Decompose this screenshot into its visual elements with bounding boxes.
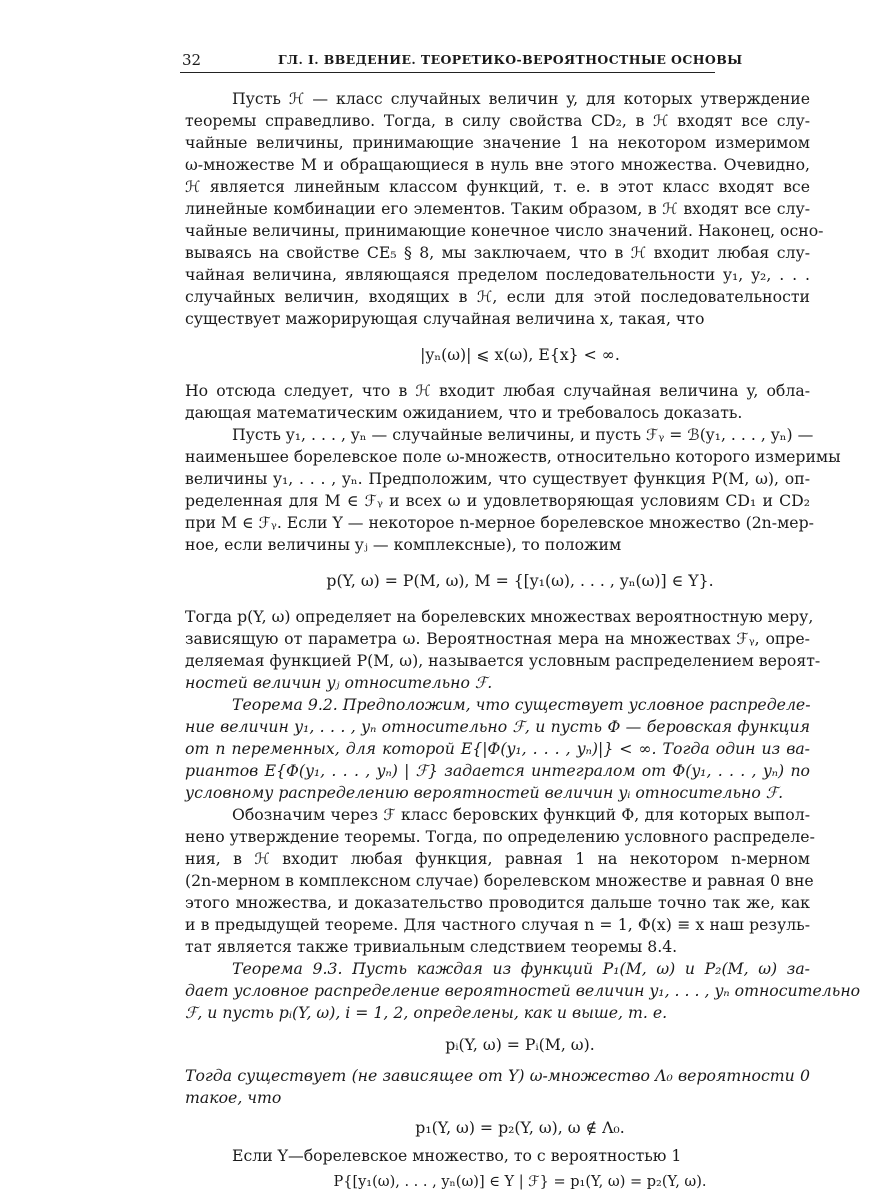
text-line: чайные величины, принимающие значение 1 на некотором измеримом	[185, 133, 810, 152]
text-line: теоремы справедливо. Тогда, в силу свойства CD₂, в ℋ входят все слу-	[185, 111, 810, 130]
theorem-line: такое, что	[185, 1088, 282, 1107]
text-line: Пусть ℋ — класс случайных величин y, для которых утверждение	[232, 89, 810, 108]
text-line: вываясь на свойстве CE₅ § 8, мы заключаем, что в ℋ входит любая слу-	[185, 243, 810, 262]
text-line: линейные комбинации его элементов. Таким образом, в ℋ входят все слу-	[185, 199, 810, 218]
formula: pᵢ(Y, ω) = Pᵢ(M, ω).	[445, 1035, 595, 1054]
text-line: Обозначим через ℱ класс беровских функций Φ, для которых выпол-	[232, 805, 810, 824]
text-line: ℋ является линейным классом функций, т. е. в этот класс входят все	[185, 177, 810, 196]
theorem-line: ние величин y₁, . . . , yₙ относительно ℱ, и пусть Φ — беровская функция	[185, 717, 810, 736]
text-line: существует мажорирующая случайная величина x, такая, что	[185, 309, 705, 328]
theorem-line: дает условное распределение вероятностей величин y₁, . . . , yₙ относительно	[185, 981, 861, 1000]
formula: P{[y₁(ω), . . . , yₙ(ω)] ∈ Y | ℱ} = p₁(Y, ω) = p₂(Y, ω).	[333, 1174, 707, 1190]
text-line: тат является также тривиальным следствием теоремы 8.4.	[185, 937, 678, 956]
formula: p₁(Y, ω) = p₂(Y, ω), ω ∉ Λ₀.	[415, 1118, 625, 1137]
theorem-line: Теорема 9.2. Предположим, что существует условное распределе-	[232, 695, 811, 714]
text-line: величины y₁, . . . , yₙ. Предположим, что существует функция P(M, ω), оп-	[185, 469, 810, 488]
text-line: дающая математическим ожиданием, что и требовалось доказать.	[185, 403, 743, 422]
text-line: зависящую от параметра ω. Вероятностная мера на множествах ℱᵧ, опре-	[185, 629, 810, 648]
text-line: случайных величин, входящих в ℋ, если для этой последовательности	[185, 287, 810, 306]
text-line: чайная величина, являющаяся пределом последовательности y₁, y₂, . . .	[185, 265, 810, 284]
theorem-line: ℱ, и пусть pᵢ(Y, ω), i = 1, 2, определены, как и выше, т. е.	[185, 1003, 668, 1022]
text-line: Пусть y₁, . . . , yₙ — случайные величины, и пусть ℱᵧ = ℬ(y₁, . . . , yₙ) —	[232, 425, 814, 444]
text-line: этого множества, и доказательство проводится дальше точно так же, как	[185, 893, 810, 912]
theorem-line: Теорема 9.3. Пусть каждая из функций P₁(M, ω) и P₂(M, ω) за-	[232, 959, 810, 978]
text-line: ное, если величины yⱼ — комплексные), то положим	[185, 535, 622, 554]
text-line: ностей величин yⱼ относительно ℱ.	[185, 673, 493, 692]
page-number: 32	[182, 51, 202, 69]
text-line: деляемая функцией P(M, ω), называется условным распределением вероят-	[185, 651, 821, 670]
text-line: ния, в ℋ входит любая функция, равная 1 на некотором n-мерном	[185, 849, 810, 868]
text-line: Но отсюда следует, что в ℋ входит любая случайная величина y, обла-	[185, 381, 810, 400]
text-line: ω-множестве M и обращающиеся в нуль вне этого множества. Очевидно,	[185, 155, 810, 174]
text-line: ределенная для M ∈ ℱᵧ и всех ω и удовлетворяющая условиям CD₁ и CD₂	[185, 491, 810, 510]
text-line: и в предыдущей теореме. Для частного случая n = 1, Φ(x) ≡ x наш резуль-	[185, 915, 810, 934]
text-line: наименьшее борелевское поле ω-множеств, относительно которого измеримы	[185, 447, 841, 466]
formula: |yₙ(ω)| ⩽ x(ω), E{x} < ∞.	[420, 345, 620, 364]
text-line: при M ∈ ℱᵧ. Если Y — некоторое n-мерное борелевское множество (2n-мер-	[185, 513, 814, 532]
theorem-line: Тогда существует (не зависящее от Y) ω-множество Λ₀ вероятности 0	[185, 1066, 810, 1085]
text-line: Тогда p(Y, ω) определяет на борелевских множествах вероятностную меру,	[185, 607, 814, 626]
running-head: ГЛ. I. ВВЕДЕНИЕ. ТЕОРЕТИКО-ВЕРОЯТНОСТНЫЕ ОСНОВЫ	[278, 52, 743, 67]
theorem-line: от n переменных, для которой E{|Φ(y₁, . . . , yₙ)|} < ∞. Тогда один из ва-	[185, 739, 810, 758]
page-header	[180, 50, 743, 73]
text-line: чайные величины, принимающие конечное число значений. Наконец, осно-	[185, 221, 824, 240]
text-line: (2n-мерном в комплексном случае) борелевском множестве и равная 0 вне	[185, 871, 814, 890]
theorem-line: риантов E{Φ(y₁, . . . , yₙ) | ℱ} задается интегралом от Φ(y₁, . . . , yₙ) по	[185, 761, 810, 780]
formula: p(Y, ω) = P(M, ω), M = {[y₁(ω), . . . , yₙ(ω)] ∈ Y}.	[326, 571, 714, 590]
text-line: нено утверждение теоремы. Тогда, по определению условного распределе-	[185, 827, 815, 846]
theorem-line: условному распределению вероятностей величин yᵢ относительно ℱ.	[185, 783, 784, 802]
text-line: Если Y—борелевское множество, то с вероятностью 1	[232, 1146, 682, 1165]
